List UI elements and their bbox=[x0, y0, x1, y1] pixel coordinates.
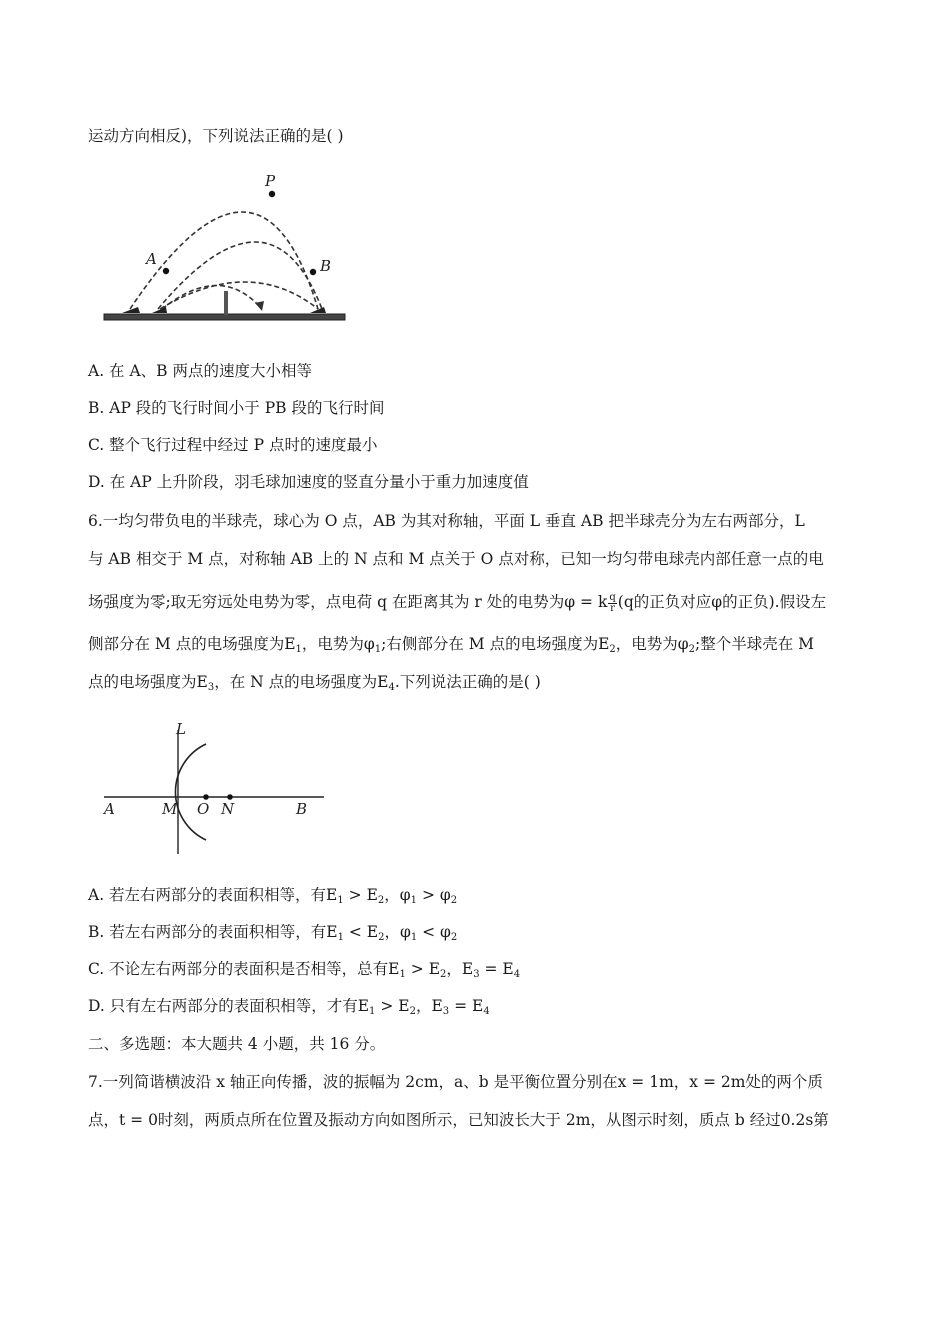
label-b: B bbox=[320, 257, 332, 275]
q5-option-c: C. 整个飞行过程中经过 P 点时的速度最小 bbox=[88, 436, 378, 454]
q6-line-1: 6.一均匀带负电的半球壳，球心为 O 点，AB 为其对称轴，平面 L 垂直 AB 把半球壳分为左右两部分，L bbox=[88, 512, 805, 530]
q5-option-a: A. 在 A、B 两点的速度大小相等 bbox=[88, 362, 312, 380]
label-o: O bbox=[197, 800, 210, 818]
trajectory-figure bbox=[100, 165, 350, 325]
q5-option-d: D. 在 AP 上升阶段，羽毛球加速度的竖直分量小于重力加速度值 bbox=[88, 473, 529, 491]
net-post bbox=[224, 291, 228, 315]
label-p: P bbox=[265, 172, 276, 190]
q6-option-a: A. 若左右两部分的表面积相等，有$E_1 > E_2$，$\varphi_1 > \varphi_2$ bbox=[88, 886, 458, 906]
hemisphere-shell bbox=[175, 744, 206, 840]
q7-line-1: 7.一列简谐横波沿 x 轴正向传播，波的振幅为 2cm，a、b 是平衡位置分别在x = 1m，x = 2m处的两个质 bbox=[88, 1073, 823, 1091]
q6-line-4: 侧部分在 M 点的电场强度为$E_1$，电势为$\varphi_1$;右侧部分在 M 点的电场强度为$E_2$，电势为$\varphi_2$;整个半球壳在 M bbox=[88, 635, 815, 655]
q7-line-2: 点，t = 0时刻，两质点所在位置及振动方向如图所示，已知波长大于 2m，从图示时刻，质点 b 经过0.2s第 bbox=[88, 1111, 829, 1129]
point-b bbox=[310, 269, 316, 275]
label-a: A bbox=[146, 250, 157, 268]
point-n bbox=[227, 794, 233, 800]
q6-option-d: D. 只有左右两部分的表面积相等，才有$E_1 > E_2$，$E_3 = E_4$ bbox=[88, 997, 490, 1017]
label-n: N bbox=[221, 800, 235, 818]
point-a bbox=[163, 268, 169, 274]
q6-line-5: 点的电场强度为$E_3$，在 N 点的电场强度为$E_4$.下列说法正确的是( ) bbox=[88, 673, 541, 693]
trajectory-middle bbox=[158, 242, 322, 309]
label-m: M bbox=[162, 800, 178, 818]
label-b: B bbox=[296, 800, 308, 818]
label-a: A bbox=[104, 800, 115, 818]
hemisphere-figure bbox=[96, 712, 346, 862]
point-p bbox=[269, 191, 275, 197]
section-heading: 二、多选题：本大题共 4 小题，共 16 分。 bbox=[88, 1035, 386, 1053]
intro-line: 运动方向相反)，下列说法正确的是( ) bbox=[88, 127, 344, 145]
q6-option-c: C. 不论左右两部分的表面积是否相等，总有$E_1 > E_2$，$E_3 = E_4$ bbox=[88, 960, 521, 980]
fraction-q-over-r: $\frac{q}{r}$ bbox=[609, 591, 616, 614]
q6-line-2: 与 AB 相交于 M 点，对称轴 AB 上的 N 点和 M 点关于 O 点对称，已知一均匀带电球壳内部任意一点的电 bbox=[88, 550, 824, 568]
q6-option-b: B. 若左右两部分的表面积相等，有$E_1 < E_2$，$\varphi_1 < \varphi_2$ bbox=[88, 923, 458, 943]
point-o bbox=[203, 794, 209, 800]
label-l: L bbox=[176, 720, 186, 738]
q6-line-3: 场强度为零;取无穷远处电势为零，点电荷 q 在距离其为 r 处的电势为φ = k $\frac{q}{r}$ (q的正负对应φ的正负).假设左 bbox=[88, 591, 827, 614]
q5-option-b: B. AP 段的飞行时间小于 PB 段的飞行时间 bbox=[88, 399, 385, 417]
